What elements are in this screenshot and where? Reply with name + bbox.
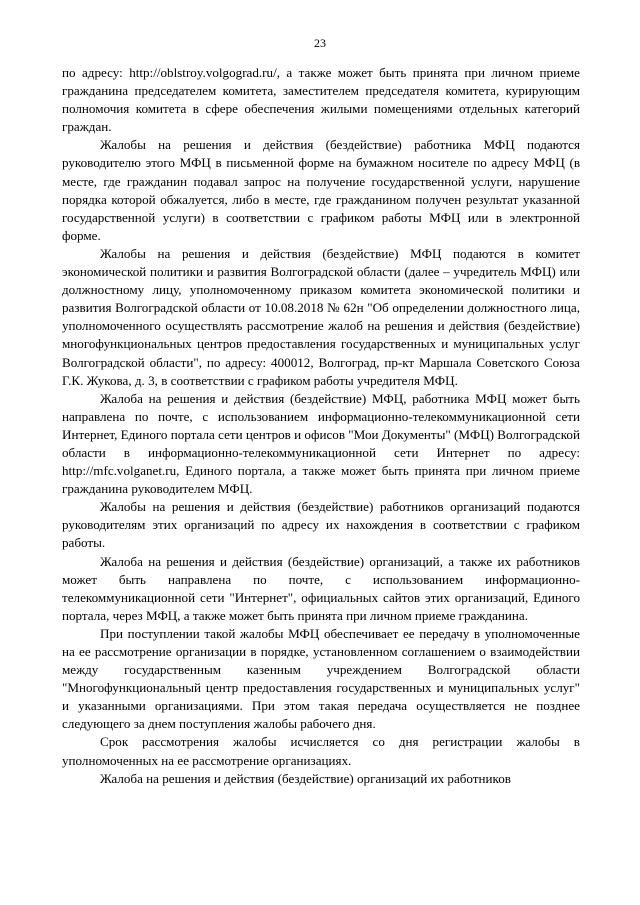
paragraph-complaint-mfc: Жалобы на решения и действия (бездействие) МФЦ подаются в комитет экономической политики и развития Волгоградской области (далее – учредитель МФЦ) или должностному лицу, уполномоченному приказом комитета экономической политики и развития Волгоградской области от 10.08.2018 № 62н "Об определении должностного лица, уполномоченного осуществлять рассмотрение жалоб на решения и действия (бездействие) многофункциональных центров предоставления государственных и муниципальных услуг Волгоградской области", по адресу: 400012, Волгоград, пр-кт Маршала Советского Союза Г.К. Жукова, д. 3, в соответствии с графиком работы учредителя МФЦ. [62, 245, 580, 388]
paragraph-review-period: Срок рассмотрения жалобы исчисляется со дня регистрации жалобы в уполномоченных на ее рассмотрение организациях. [62, 734, 580, 768]
paragraph-complaint-organizations: Жалоба на решения и действия (бездействие) организаций, а также их работников может быть направлена по почте, с использованием информационно-телекоммуникационной сети "Интернет", официальных сайтов этих организаций, Единого портала, через МФЦ, а также может быть принята при личном приеме гражданина. [62, 553, 580, 623]
document-body [62, 64, 580, 788]
paragraph-complaint-organization-workers: Жалобы на решения и действия (бездействие) работников организаций подаются руководителям этих организаций по адресу их нахождения в соответствии с графиком работы. [62, 499, 580, 551]
paragraph-address-continuation: по адресу: http://oblstroy.volgograd.ru/, а также может быть принята при личном приеме гражданина председателем комитета, заместителем председателя комитета, курирующим полномочия комитета в сфере обеспечения жилыми помещениями отдельных категорий граждан. [62, 65, 580, 135]
paragraph-complaint-mfc-worker: Жалобы на решения и действия (бездействие) работника МФЦ подаются руководителю этого МФЦ в письменной форме на бумажном носителе по адресу МФЦ (в месте, где гражданин подавал запрос на получение государственной услуги, нарушение порядка которой обжалуется, либо в месте, где гражданином получен результат указанной государственной услуги) в соответствии с графиком работы МФЦ или в электронной форме. [62, 137, 580, 243]
paragraph-complaint-continuation: Жалоба на решения и действия (бездействие) организаций их работников [100, 770, 511, 786]
paragraph-complaint-transfer: При поступлении такой жалобы МФЦ обеспечивает ее передачу в уполномоченные на ее рассмотрение организации в порядке, установленном соглашением о взаимодействии между государственным казенным учреждением Волгоградской области "Многофункциональный центр предоставления государственных и муниципальных услуг" и указанными организациями. При этом такая передача осуществляется не позднее следующего за днем поступления жалобы рабочего дня. [62, 625, 580, 732]
paragraph-complaint-submission-channels: Жалоба на решения и действия (бездействие) МФЦ, работника МФЦ может быть направлена по почте, с использованием информационно-телекоммуникационной сети Интернет, Единого портала сети центров и офисов "Мои Документы" (МФЦ) Волгоградской области в информационно-телекоммуникационной сети Интернет по адресу: http://mfc.volganet.ru, Единого портала, а также может быть принята при личном приеме гражданина руководителем МФЦ. [62, 390, 580, 497]
page-number: 23 [314, 36, 326, 50]
